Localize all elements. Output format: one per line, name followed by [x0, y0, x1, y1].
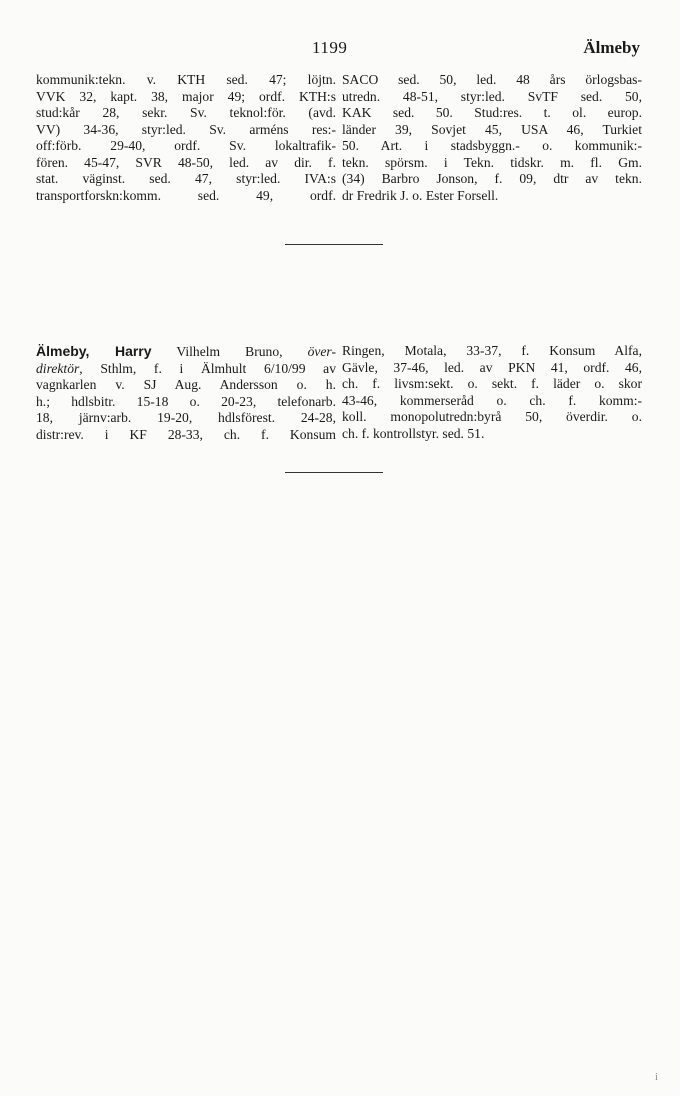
- entry-title: över-: [307, 344, 336, 359]
- entry-continued-left-column: [36, 72, 336, 204]
- entry-birth: , Sthlm, f. i Älmhult 6/10/99 av: [79, 360, 336, 376]
- entry-given-names: Vilhelm Bruno,: [151, 344, 308, 359]
- text-line: 43-46, kommerseråd o. ch. f. komm:-: [342, 392, 642, 408]
- text-line: VVK 32, kapt. 38, major 49; ordf. KTH:s: [36, 88, 336, 104]
- footer-mark: i: [655, 1072, 658, 1083]
- text-line: transportforskn:komm. sed. 49, ordf.: [36, 187, 336, 203]
- text-line: länder 39, Sovjet 45, USA 46, Turkiet: [342, 121, 642, 137]
- entry-almeby-harry-left-column: [36, 343, 336, 443]
- text-line: 50. Art. i stadsbyggn.- o. kommunik:-: [342, 138, 642, 153]
- text-line: [36, 361, 336, 378]
- page-number: 1199: [312, 38, 348, 57]
- entry-continued-right-column: [342, 72, 642, 204]
- text-line: tekn. spörsm. i Tekn. tidskr. m. fl. Gm.: [342, 154, 642, 170]
- text-line: VV) 34-36, styr:led. Sv. arméns res:-: [36, 121, 336, 137]
- running-head: Älmeby: [583, 38, 640, 57]
- text-line: stud:kår 28, sekr. Sv. teknol:för. (avd.: [36, 105, 336, 120]
- text-line: ch. f. kontrollstyr. sed. 51.: [342, 425, 485, 441]
- text-line: off:förb. 29-40, ordf. Sv. lokaltrafik-: [36, 138, 336, 153]
- text-line: fören. 45-47, SVR 48-50, led. av dir. f.: [36, 154, 336, 170]
- text-line: kommunik:tekn. v. KTH sed. 47; löjtn.: [36, 72, 336, 87]
- text-line: utredn. 48-51, styr:led. SvTF sed. 50,: [342, 88, 642, 104]
- text-line: ch. f. livsm:sekt. o. sekt. f. läder o. skor: [342, 376, 642, 391]
- section-divider: [285, 244, 383, 245]
- text-line: KAK sed. 50. Stud:res. t. ol. europ.: [342, 105, 642, 120]
- entry-heading-line: [36, 343, 336, 361]
- text-line: stat. väginst. sed. 47, styr:led. IVA:s: [36, 171, 336, 186]
- text-line: Ringen, Motala, 33-37, f. Konsum Alfa,: [342, 343, 642, 358]
- text-line: Gävle, 37-46, led. av PKN 41, ordf. 46,: [342, 359, 642, 375]
- text-line: koll. monopolutredn:byrå 50, överdir. o.: [342, 409, 642, 424]
- section-divider: [285, 472, 383, 473]
- text-line: (34) Barbro Jonson, f. 09, dtr av tekn.: [342, 171, 642, 186]
- entry-almeby-harry-right-column: [342, 343, 642, 442]
- text-line: vagnkarlen v. SJ Aug. Andersson o. h.: [36, 377, 336, 392]
- entry-title-cont: direktör: [36, 360, 80, 376]
- text-line: dr Fredrik J. o. Ester Forsell.: [342, 187, 499, 203]
- text-line: h.; hdlsbitr. 15-18 o. 20-23, telefonarb.: [36, 393, 336, 409]
- text-line: SACO sed. 50, led. 48 års örlogsbas-: [342, 72, 642, 87]
- text-line: 18, järnv:arb. 19-20, hdlsförest. 24-28,: [36, 410, 336, 425]
- entry-name: Älmeby, Harry: [36, 343, 152, 359]
- text-line: distr:rev. i KF 28-33, ch. f. Konsum: [36, 426, 336, 442]
